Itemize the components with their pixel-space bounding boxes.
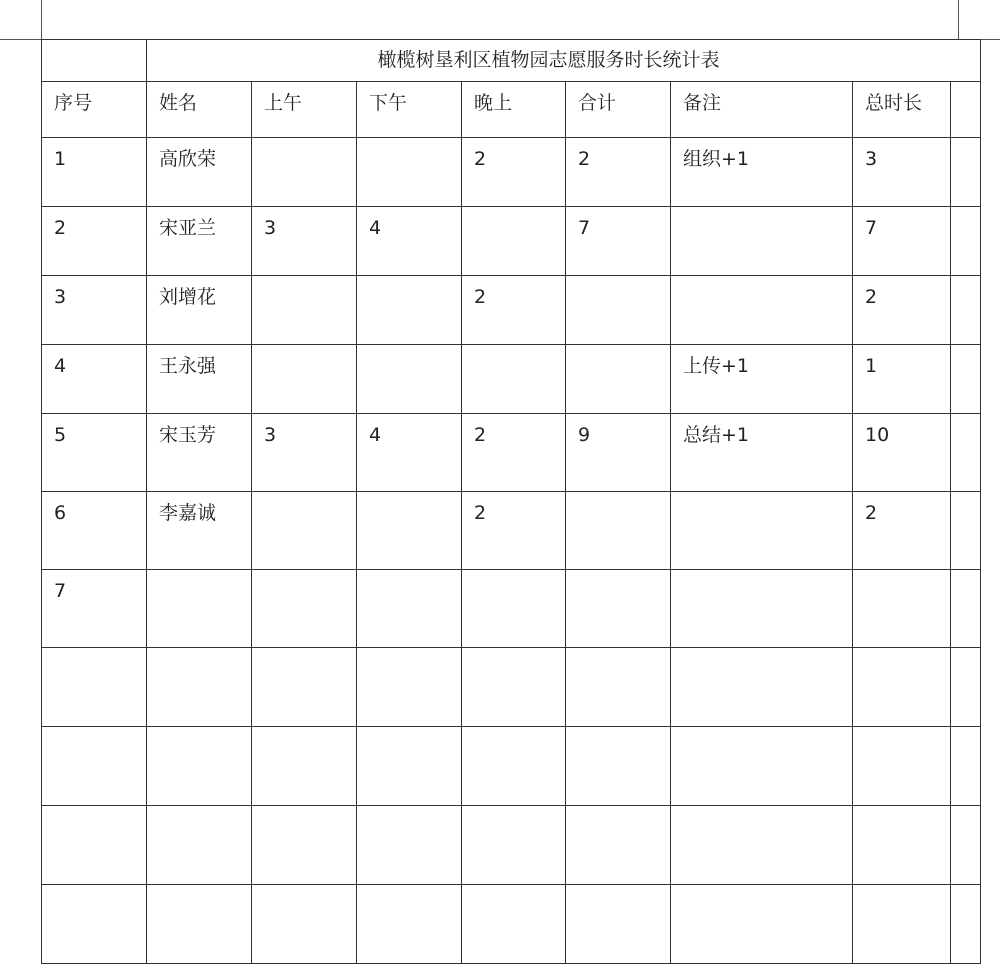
cell-name: 宋亚兰: [147, 207, 252, 276]
cell-total-hours: 3: [853, 138, 951, 207]
cell-morning: [252, 345, 357, 414]
cell-total-hours: [853, 727, 951, 806]
cell-name: [147, 885, 252, 964]
volunteer-hours-table: [41, 39, 981, 964]
cell-total-hours: 2: [853, 276, 951, 345]
cell-remark: 总结+1: [671, 414, 853, 492]
table-row: [42, 648, 981, 727]
cell-evening: [462, 727, 566, 806]
cell-extra: [951, 138, 981, 207]
table-title-blank-cell: [42, 40, 147, 82]
table-row: [42, 727, 981, 806]
column-header-subtotal: 合计: [566, 82, 671, 138]
cell-total-hours: [853, 648, 951, 727]
cell-index: 4: [42, 345, 147, 414]
cell-morning: [252, 648, 357, 727]
cell-extra: [951, 207, 981, 276]
cell-name: [147, 570, 252, 648]
cell-remark: [671, 648, 853, 727]
cell-subtotal: [566, 276, 671, 345]
cell-morning: 3: [252, 414, 357, 492]
cell-total-hours: [853, 885, 951, 964]
cell-subtotal: [566, 345, 671, 414]
cell-name: [147, 648, 252, 727]
cell-index: 3: [42, 276, 147, 345]
cell-name: 刘增花: [147, 276, 252, 345]
cell-evening: [462, 570, 566, 648]
cell-extra: [951, 345, 981, 414]
cell-afternoon: [357, 727, 462, 806]
cell-index: 6: [42, 492, 147, 570]
table-row: [42, 806, 981, 885]
cell-index: [42, 727, 147, 806]
cell-remark: [671, 570, 853, 648]
cell-extra: [951, 806, 981, 885]
cell-subtotal: [566, 727, 671, 806]
table-row: [42, 138, 981, 207]
cell-morning: [252, 806, 357, 885]
cell-evening: [462, 207, 566, 276]
cell-evening: 2: [462, 414, 566, 492]
column-header-extra: [951, 82, 981, 138]
cell-afternoon: [357, 648, 462, 727]
cell-remark: 上传+1: [671, 345, 853, 414]
cell-extra: [951, 648, 981, 727]
cell-morning: [252, 492, 357, 570]
cell-evening: [462, 345, 566, 414]
cell-total-hours: [853, 806, 951, 885]
cell-extra: [951, 276, 981, 345]
cell-morning: 3: [252, 207, 357, 276]
cell-subtotal: [566, 570, 671, 648]
cell-evening: [462, 885, 566, 964]
cell-name: [147, 806, 252, 885]
cell-subtotal: 7: [566, 207, 671, 276]
cell-remark: [671, 207, 853, 276]
cell-remark: 组织+1: [671, 138, 853, 207]
cell-total-hours: 1: [853, 345, 951, 414]
column-header-index: 序号: [42, 82, 147, 138]
cell-remark: [671, 492, 853, 570]
cell-morning: [252, 570, 357, 648]
column-header-remark: 备注: [671, 82, 853, 138]
cell-name: 高欣荣: [147, 138, 252, 207]
table-row: [42, 276, 981, 345]
cell-extra: [951, 570, 981, 648]
cell-index: [42, 806, 147, 885]
cell-extra: [951, 414, 981, 492]
cell-name: 王永强: [147, 345, 252, 414]
cell-index: 2: [42, 207, 147, 276]
cell-total-hours: 7: [853, 207, 951, 276]
cell-afternoon: 4: [357, 414, 462, 492]
cell-name: 李嘉诚: [147, 492, 252, 570]
table-title: 橄榄树垦利区植物园志愿服务时长统计表: [147, 40, 981, 82]
cell-index: [42, 885, 147, 964]
cell-subtotal: [566, 806, 671, 885]
cell-name: 宋玉芳: [147, 414, 252, 492]
cell-afternoon: [357, 276, 462, 345]
cell-subtotal: 2: [566, 138, 671, 207]
cell-total-hours: 10: [853, 414, 951, 492]
cell-morning: [252, 276, 357, 345]
cell-remark: [671, 727, 853, 806]
table-row: [42, 207, 981, 276]
cell-subtotal: [566, 492, 671, 570]
cell-evening: [462, 648, 566, 727]
cell-morning: [252, 138, 357, 207]
cell-afternoon: [357, 345, 462, 414]
cell-afternoon: [357, 492, 462, 570]
cell-morning: [252, 727, 357, 806]
table-title-row: [42, 40, 981, 82]
cell-total-hours: [853, 570, 951, 648]
table-row: [42, 492, 981, 570]
table-row: [42, 345, 981, 414]
cell-remark: [671, 885, 853, 964]
cell-afternoon: [357, 570, 462, 648]
cell-extra: [951, 727, 981, 806]
cell-remark: [671, 276, 853, 345]
cell-evening: 2: [462, 276, 566, 345]
column-header-total-hours: 总时长: [853, 82, 951, 138]
table-row: [42, 570, 981, 648]
cell-subtotal: [566, 648, 671, 727]
cell-evening: 2: [462, 138, 566, 207]
cell-afternoon: [357, 138, 462, 207]
cell-index: [42, 648, 147, 727]
cell-afternoon: 4: [357, 207, 462, 276]
cell-subtotal: 9: [566, 414, 671, 492]
cell-remark: [671, 806, 853, 885]
page-corner-mark-left: [41, 0, 42, 40]
cell-extra: [951, 885, 981, 964]
cell-afternoon: [357, 806, 462, 885]
cell-total-hours: 2: [853, 492, 951, 570]
table-row: [42, 414, 981, 492]
cell-evening: 2: [462, 492, 566, 570]
cell-name: [147, 727, 252, 806]
page-corner-mark-right: [958, 0, 959, 40]
table-header-row: [42, 82, 981, 138]
table-row: [42, 885, 981, 964]
cell-extra: [951, 492, 981, 570]
cell-index: 7: [42, 570, 147, 648]
cell-evening: [462, 806, 566, 885]
column-header-afternoon: 下午: [357, 82, 462, 138]
cell-subtotal: [566, 885, 671, 964]
cell-afternoon: [357, 885, 462, 964]
cell-index: 5: [42, 414, 147, 492]
cell-index: 1: [42, 138, 147, 207]
column-header-morning: 上午: [252, 82, 357, 138]
column-header-name: 姓名: [147, 82, 252, 138]
column-header-evening: 晚上: [462, 82, 566, 138]
cell-morning: [252, 885, 357, 964]
